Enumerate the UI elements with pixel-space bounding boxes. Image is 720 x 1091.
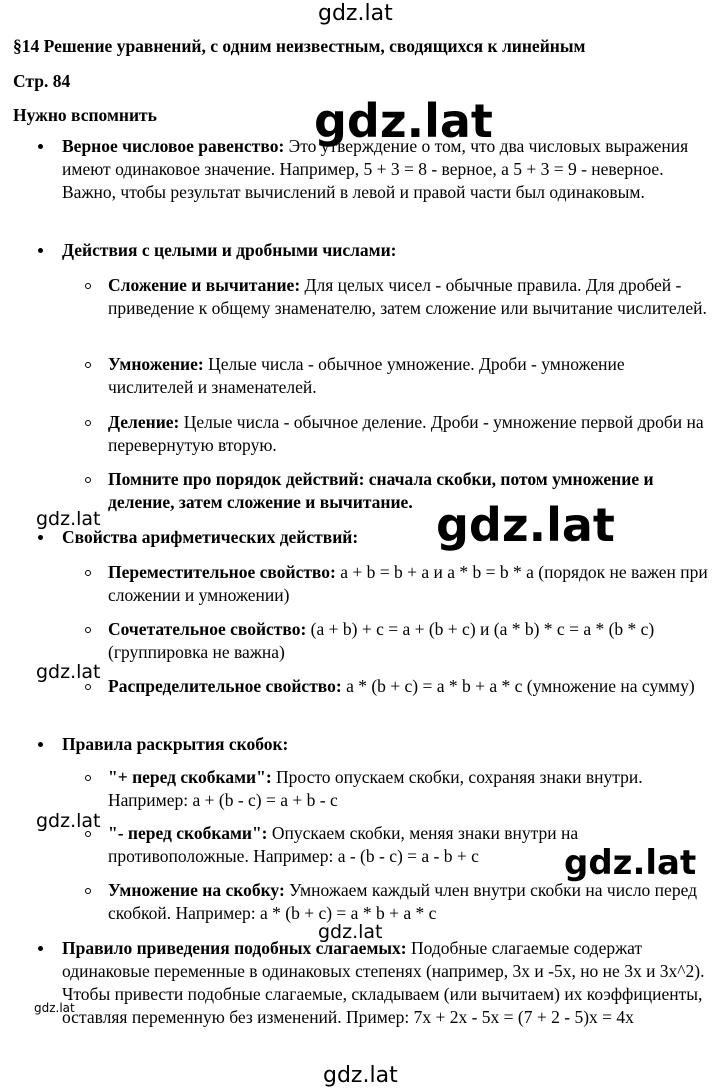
list-item-properties	[62, 526, 714, 549]
term: Деление:	[108, 412, 180, 432]
watermark-small-1: gdz.lat	[36, 508, 101, 530]
sub-item-commutative	[108, 561, 712, 607]
watermark-tiny: gdz.lat	[34, 1001, 75, 1015]
item-text: Это утверждение о том, что два числовых выражения имеют одинаковое значение. Например, 5 + 3 = 8 - верное, а 5 + 3 = 9 - неверное. Важно, чтобы результат вычислений в левой и правой части был одинаковым.	[62, 136, 689, 202]
item-text: Подобные слагаемые содержат одинаковые переменные в одинаковых степенях (например, 3x и -5x, но не 3x и 3x^2). Чтобы привести подобные слагаемые, складываем (или вычитаем) их коэффициенты, оставляя переменную без изменений. Пример: 7x + 2x - 5x = (7 + 2 - 5)x = 4x	[62, 938, 705, 1027]
item-text: Для целых чисел - обычные правила. Для дробей - приведение к общему знаменателю, затем сложение или вычитание числителей.	[108, 275, 707, 318]
item-text: a + b = b + a и a * b = b * a (порядок не важен при сложении и умножении)	[108, 562, 708, 605]
term: Верное числовое равенство:	[62, 136, 285, 156]
term: Свойства арифметических действий:	[62, 527, 359, 547]
page-number: Стр. 84	[13, 71, 71, 91]
sub-item-plus-brackets	[108, 766, 712, 812]
watermark-large-2: gdz.lat	[436, 498, 615, 552]
section-title: Нужно вспомнить	[13, 105, 157, 125]
sub-item-associative	[108, 618, 712, 664]
sub-item-division	[108, 411, 712, 457]
item-text: (a + b) + c = a + (b + c) и (a * b) * c = a * (b * c) (группировка не важна)	[108, 619, 655, 662]
item-text: a * (b + c) = a * b + a * c (умножение на сумму)	[341, 676, 695, 696]
term: Правила раскрытия скобок:	[62, 734, 289, 754]
sub-item-addition	[108, 274, 712, 320]
watermark-small-3: gdz.lat	[36, 810, 101, 832]
sub-item-order	[108, 468, 712, 514]
list-item-operations	[62, 239, 714, 262]
sub-item-multiplication	[108, 353, 712, 399]
list-item-like-terms	[62, 937, 714, 1029]
item-text: Просто опускаем скобки, сохраняя знаки внутри. Например: a + (b - c) = a + b - c	[108, 767, 643, 810]
term: Умножение на скобку:	[108, 880, 285, 900]
item-text: Целые числа - обычное умножение. Дроби - умножение числителей и знаменателей.	[108, 354, 625, 397]
term: Правило приведения подобных слагаемых:	[62, 938, 407, 958]
watermark-large-3: gdz.lat	[564, 843, 697, 883]
sub-item-distributive	[108, 675, 712, 698]
watermark-bottom: gdz.lat	[323, 1063, 398, 1088]
term: Сложение и вычитание:	[108, 275, 301, 295]
item-text: Опускаем скобки, меняя знаки внутри на противоположные. Например: a - (b - c) = a - b + c	[108, 823, 579, 866]
sub-item-multiply-bracket	[108, 879, 712, 925]
term: Переместительное свойство:	[108, 562, 336, 582]
term: Сочетательное свойство:	[108, 619, 307, 639]
watermark-top: gdz.lat	[318, 1, 393, 26]
list-item-brackets	[62, 733, 714, 756]
term: "- перед скобками":	[108, 823, 268, 843]
term: Помните про порядок действий: сначала скобки, потом умножение и деление, затем сложение и вычитание.	[108, 469, 654, 512]
item-text: Целые числа - обычное деление. Дроби - умножение первой дроби на перевернутую вторую.	[108, 412, 704, 455]
term: Умножение:	[108, 354, 204, 374]
watermark-large-1: gdz.lat	[314, 94, 493, 148]
item-text: Умножаем каждый член внутри скобки на число перед скобкой. Например: a * (b + c) = a * b + a * c	[108, 880, 698, 923]
watermark-small-4: gdz.lat	[318, 921, 383, 943]
term: Действия с целыми и дробными числами:	[62, 240, 397, 260]
term: Распределительное свойство:	[108, 676, 342, 696]
term: "+ перед скобками":	[108, 767, 272, 787]
watermark-small-2: gdz.lat	[36, 661, 101, 683]
page-title: §14 Решение уравнений, с одним неизвестным, сводящихся к линейным	[13, 36, 586, 56]
